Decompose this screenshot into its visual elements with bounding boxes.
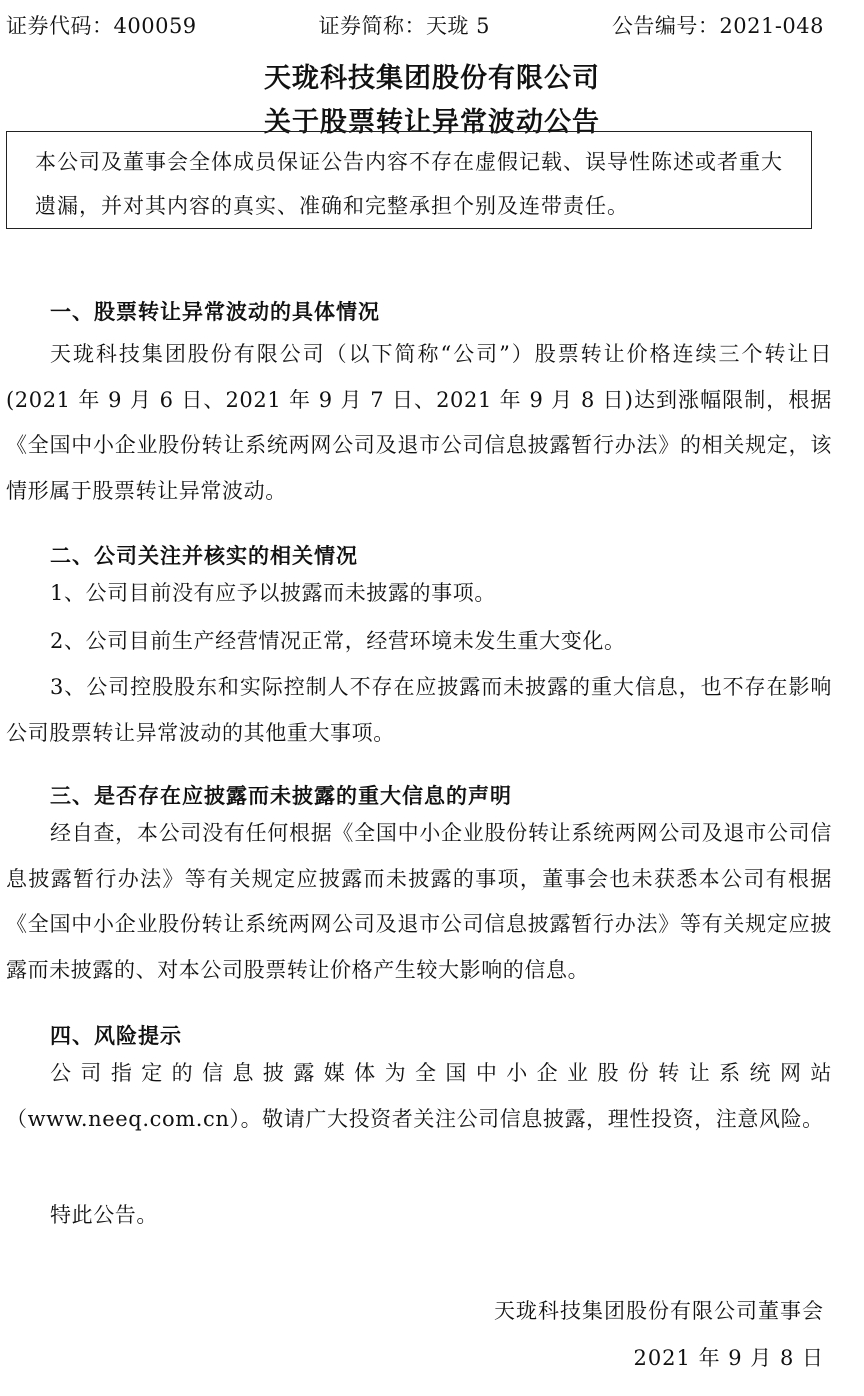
title-line-1: 天珑科技集团股份有限公司 xyxy=(264,63,600,94)
signature-organization: 天珑科技集团股份有限公司董事会 xyxy=(494,1299,824,1323)
section-2-item-1: 1、公司目前没有应予以披露而未披露的事项。 xyxy=(50,581,496,605)
section-4-title: 四、风险提示 xyxy=(50,1023,182,1048)
header-row xyxy=(6,10,824,40)
signature-date: 2021 年 9 月 8 日 xyxy=(633,1346,824,1370)
responsibility-notice-box: 本公司及董事会全体成员保证公告内容不存在虚假记载、误导性陈述或者重大遗漏，并对其内容的真实、准确和完整承担个别及连带责任。 xyxy=(6,131,812,229)
section-2-item-3: 3、公司控股股东和实际控制人不存在应披露而未披露的重大信息，也不存在影响公司股票转让异常波动的其他重大事项。 xyxy=(6,675,832,745)
section-3-title: 三、是否存在应披露而未披露的重大信息的声明 xyxy=(50,783,512,808)
section-4-paragraph: 公司指定的信息披露媒体为全国中小企业股份转让系统网站（www.neeq.com.cn）。敬请广大投资者关注公司信息披露，理性投资，注意风险。 xyxy=(6,1061,832,1131)
section-2-item-2: 2、公司目前生产经营情况正常，经营环境未发生重大变化。 xyxy=(50,629,626,653)
security-short-name: 证券简称：天珑 5 xyxy=(318,14,491,38)
section-1-title: 一、股票转让异常波动的具体情况 xyxy=(50,299,380,324)
section-2-title: 二、公司关注并核实的相关情况 xyxy=(50,543,358,568)
security-code: 证券代码：400059 xyxy=(6,14,197,38)
title-line-2: 关于股票转让异常波动公告 xyxy=(264,107,600,138)
section-3-paragraph: 经自查，本公司没有任何根据《全国中小企业股份转让系统两网公司及退市公司信息披露暂行办法》等有关规定应披露而未披露的事项，董事会也未获悉本公司有根据《全国中小企业股份转让系统两网公司及退市公司信息披露暂行办法》等有关规定应披露而未披露的、对本公司股票转让价格产生较大影响的信息。 xyxy=(6,821,832,982)
closing-statement: 特此公告。 xyxy=(50,1203,158,1227)
notice-number: 公告编号：2021-048 xyxy=(611,14,824,38)
section-1-paragraph: 天珑科技集团股份有限公司（以下简称“公司”）股票转让价格连续三个转让日(2021 年 9 月 6 日、2021 年 9 月 7 日、2021 年 9 月 8 日)达到涨幅限制，根据《全国中小企业股份转让系统两网公司及退市公司信息披露暂行办法》的相关规定，该情形属于股票转让异常波动。 xyxy=(6,342,832,503)
